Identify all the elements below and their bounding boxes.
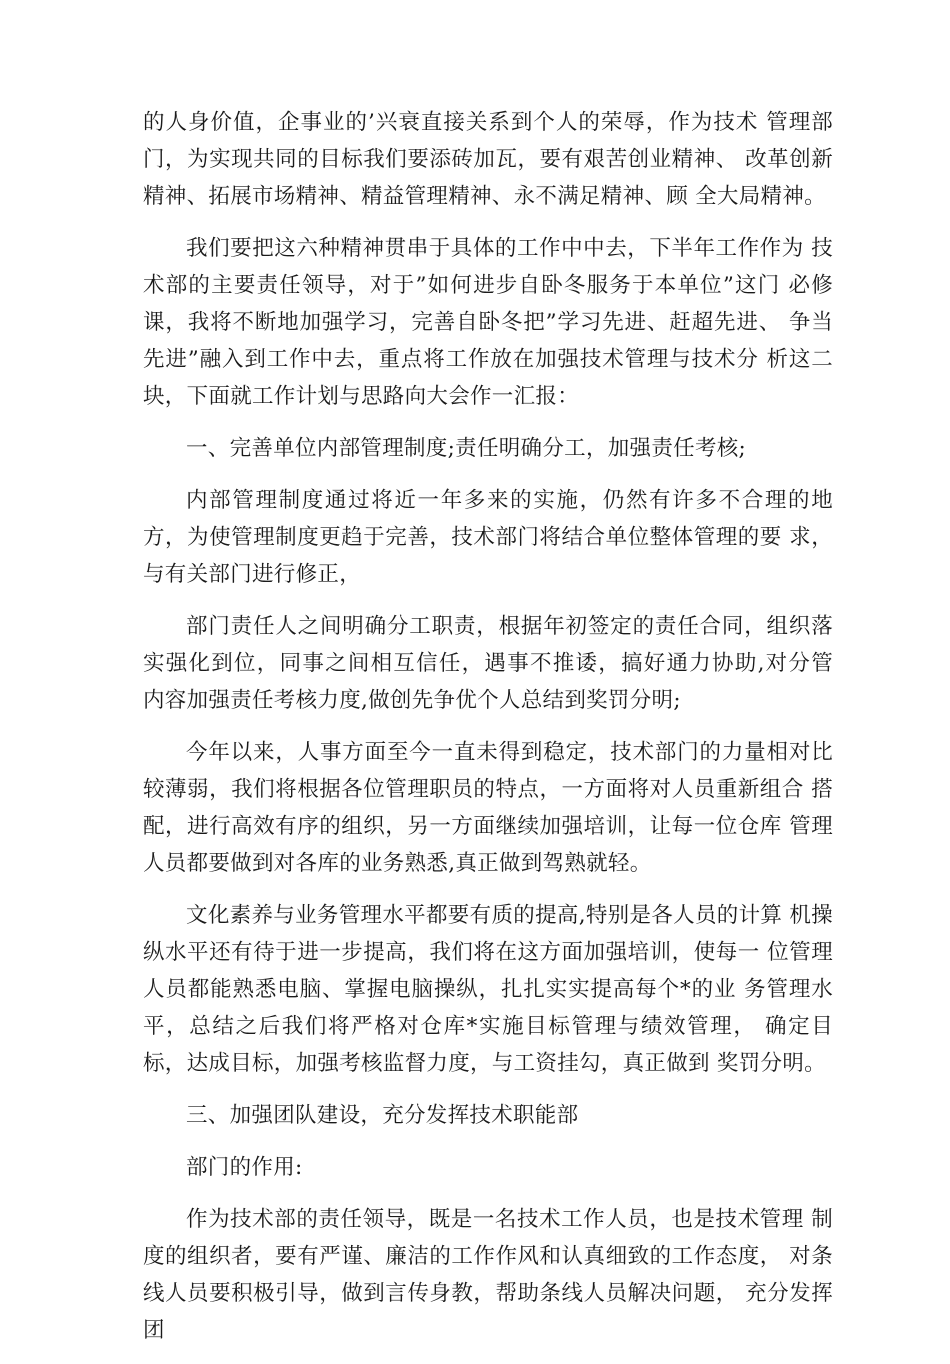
paragraph-8: 作为技术部的责任领导，既是一名技术工作人员，也是技术管理 制度的组织者，要有严谨、廉洁的工作作风和认真细致的工作态度， 对条线人员要积极引导，做到言传身教，帮助条线人员解决问题， 充分发挥团	[143, 1207, 833, 1343]
section-heading-3: 三、加强团队建设，充分发挥技术职能部	[186, 1103, 579, 1128]
paragraph-6: 文化素养与业务管理水平都要有质的提高,特别是各人员的计算 机操纵水平还有待于进一步提高，我们将在这方面加强培训，使每一 位管理人员都能熟悉电脑、掌握电脑操纵，扎扎实实提高每个*的业 务管理水平，总结之后我们将严格对仓库*实施目标管理与绩效管理， 确定目标，达成目标，加强考核监督力度，与工资挂勾，真正做到 奖罚分明。	[143, 903, 833, 1076]
section-heading-1: 一、完善单位内部管理制度;责任明确分工，加强责任考核;	[186, 436, 747, 461]
paragraph-4: 部门责任人之间明确分工职责，根据年初签定的责任合同，组织落 实强化到位，同事之间相互信任，遇事不推诿，搞好通力协助,对分管 内容加强责任考核力度,做创先争优个人总结到奖罚分明;	[143, 614, 833, 713]
paragraph-1: 的人身价值，企事业的’兴衰直接关系到个人的荣辱，作为技术 管理部门，为实现共同的目标我们要添砖加瓦，要有艰苦创业精神、 改革创新精神、拓展市场精神、精益管理精神、永不满足精神、顾 全大局精神。	[143, 110, 833, 209]
paragraph-2: 我们要把这六种精神贯串于具体的工作中中去，下半年工作作为 技术部的主要责任领导，对于”如何进步自卧冬服务于本单位”这门 必修课，我将不断地加强学习，完善自卧冬把”学习先进、赶超先进、 争当先进”融入到工作中去，重点将工作放在加强技术管理与技术分 析这二块，下面就工作计划与思路向大会作一汇报：	[143, 236, 833, 409]
paragraph-3: 内部管理制度通过将近一年多来的实施，仍然有许多不合理的地 方，为使管理制度更趋于完善，技术部门将结合单位整体管理的要 求，与有关部门进行修正，	[143, 488, 833, 587]
paragraph-7: 部门的作用:	[186, 1155, 303, 1180]
document-body	[143, 104, 833, 1364]
paragraph-5: 今年以来，人事方面至今一直未得到稳定，技术部门的力量相对比 较薄弱，我们将根据各位管理职员的特点，一方面将对人员重新组合 搭配，进行高效有序的组织，另一方面继续加强培训，让每一位仓库 管理人员都要做到对各库的业务熟悉,真正做到驾熟就轻。	[143, 740, 833, 876]
